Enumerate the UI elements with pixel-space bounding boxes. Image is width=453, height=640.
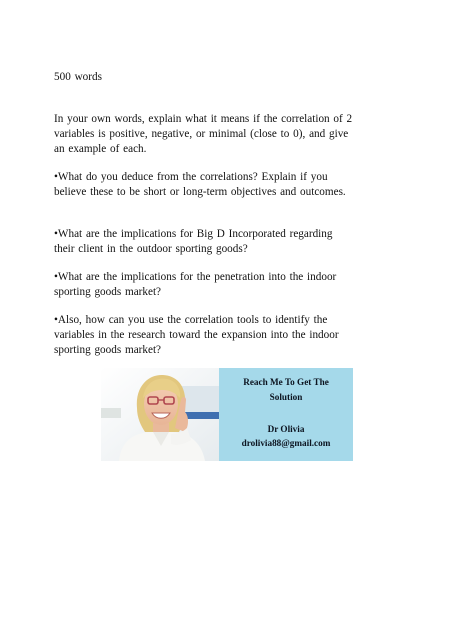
smiling-woman-photo-icon xyxy=(101,368,219,461)
bullet-4-line-2: variables in the research toward the expansion into the indoor xyxy=(54,329,339,341)
contact-advert-banner[interactable] xyxy=(101,368,353,461)
intro-line-1: In your own words, explain what it means if the correlation of 2 xyxy=(54,113,353,125)
intro-line-2: variables is positive, negative, or minimal (close to 0), and give xyxy=(54,128,349,140)
advert-contact-email[interactable]: drolivia88@gmail.com xyxy=(241,438,331,448)
advert-headline-line-2: Solution xyxy=(269,392,303,402)
bullet-2-line-1: •What are the implications for Big D Incorporated regarding xyxy=(54,228,333,240)
bullet-1-line-2: believe these to be short or long-term objectives and outcomes. xyxy=(54,186,346,198)
bullet-4-line-3: sporting goods market? xyxy=(54,344,162,356)
bullet-2-line-2: their client in the outdoor sporting goods? xyxy=(54,243,248,255)
bullet-3-line-1: •What are the implications for the penetration into the indoor xyxy=(54,271,337,283)
bullet-1-line-1: •What do you deduce from the correlations? Explain if you xyxy=(54,171,328,183)
advert-headline-line-1: Reach Me To Get The xyxy=(243,377,329,387)
bullet-3-line-2: sporting goods market? xyxy=(54,286,162,298)
word-count: 500 words xyxy=(54,71,102,83)
bullet-4-line-1: •Also, how can you use the correlation tools to identify the xyxy=(54,314,328,326)
intro-line-3: an example of each. xyxy=(54,143,147,155)
advert-text-panel xyxy=(219,368,353,461)
advert-contact-name: Dr Olivia xyxy=(267,424,305,434)
